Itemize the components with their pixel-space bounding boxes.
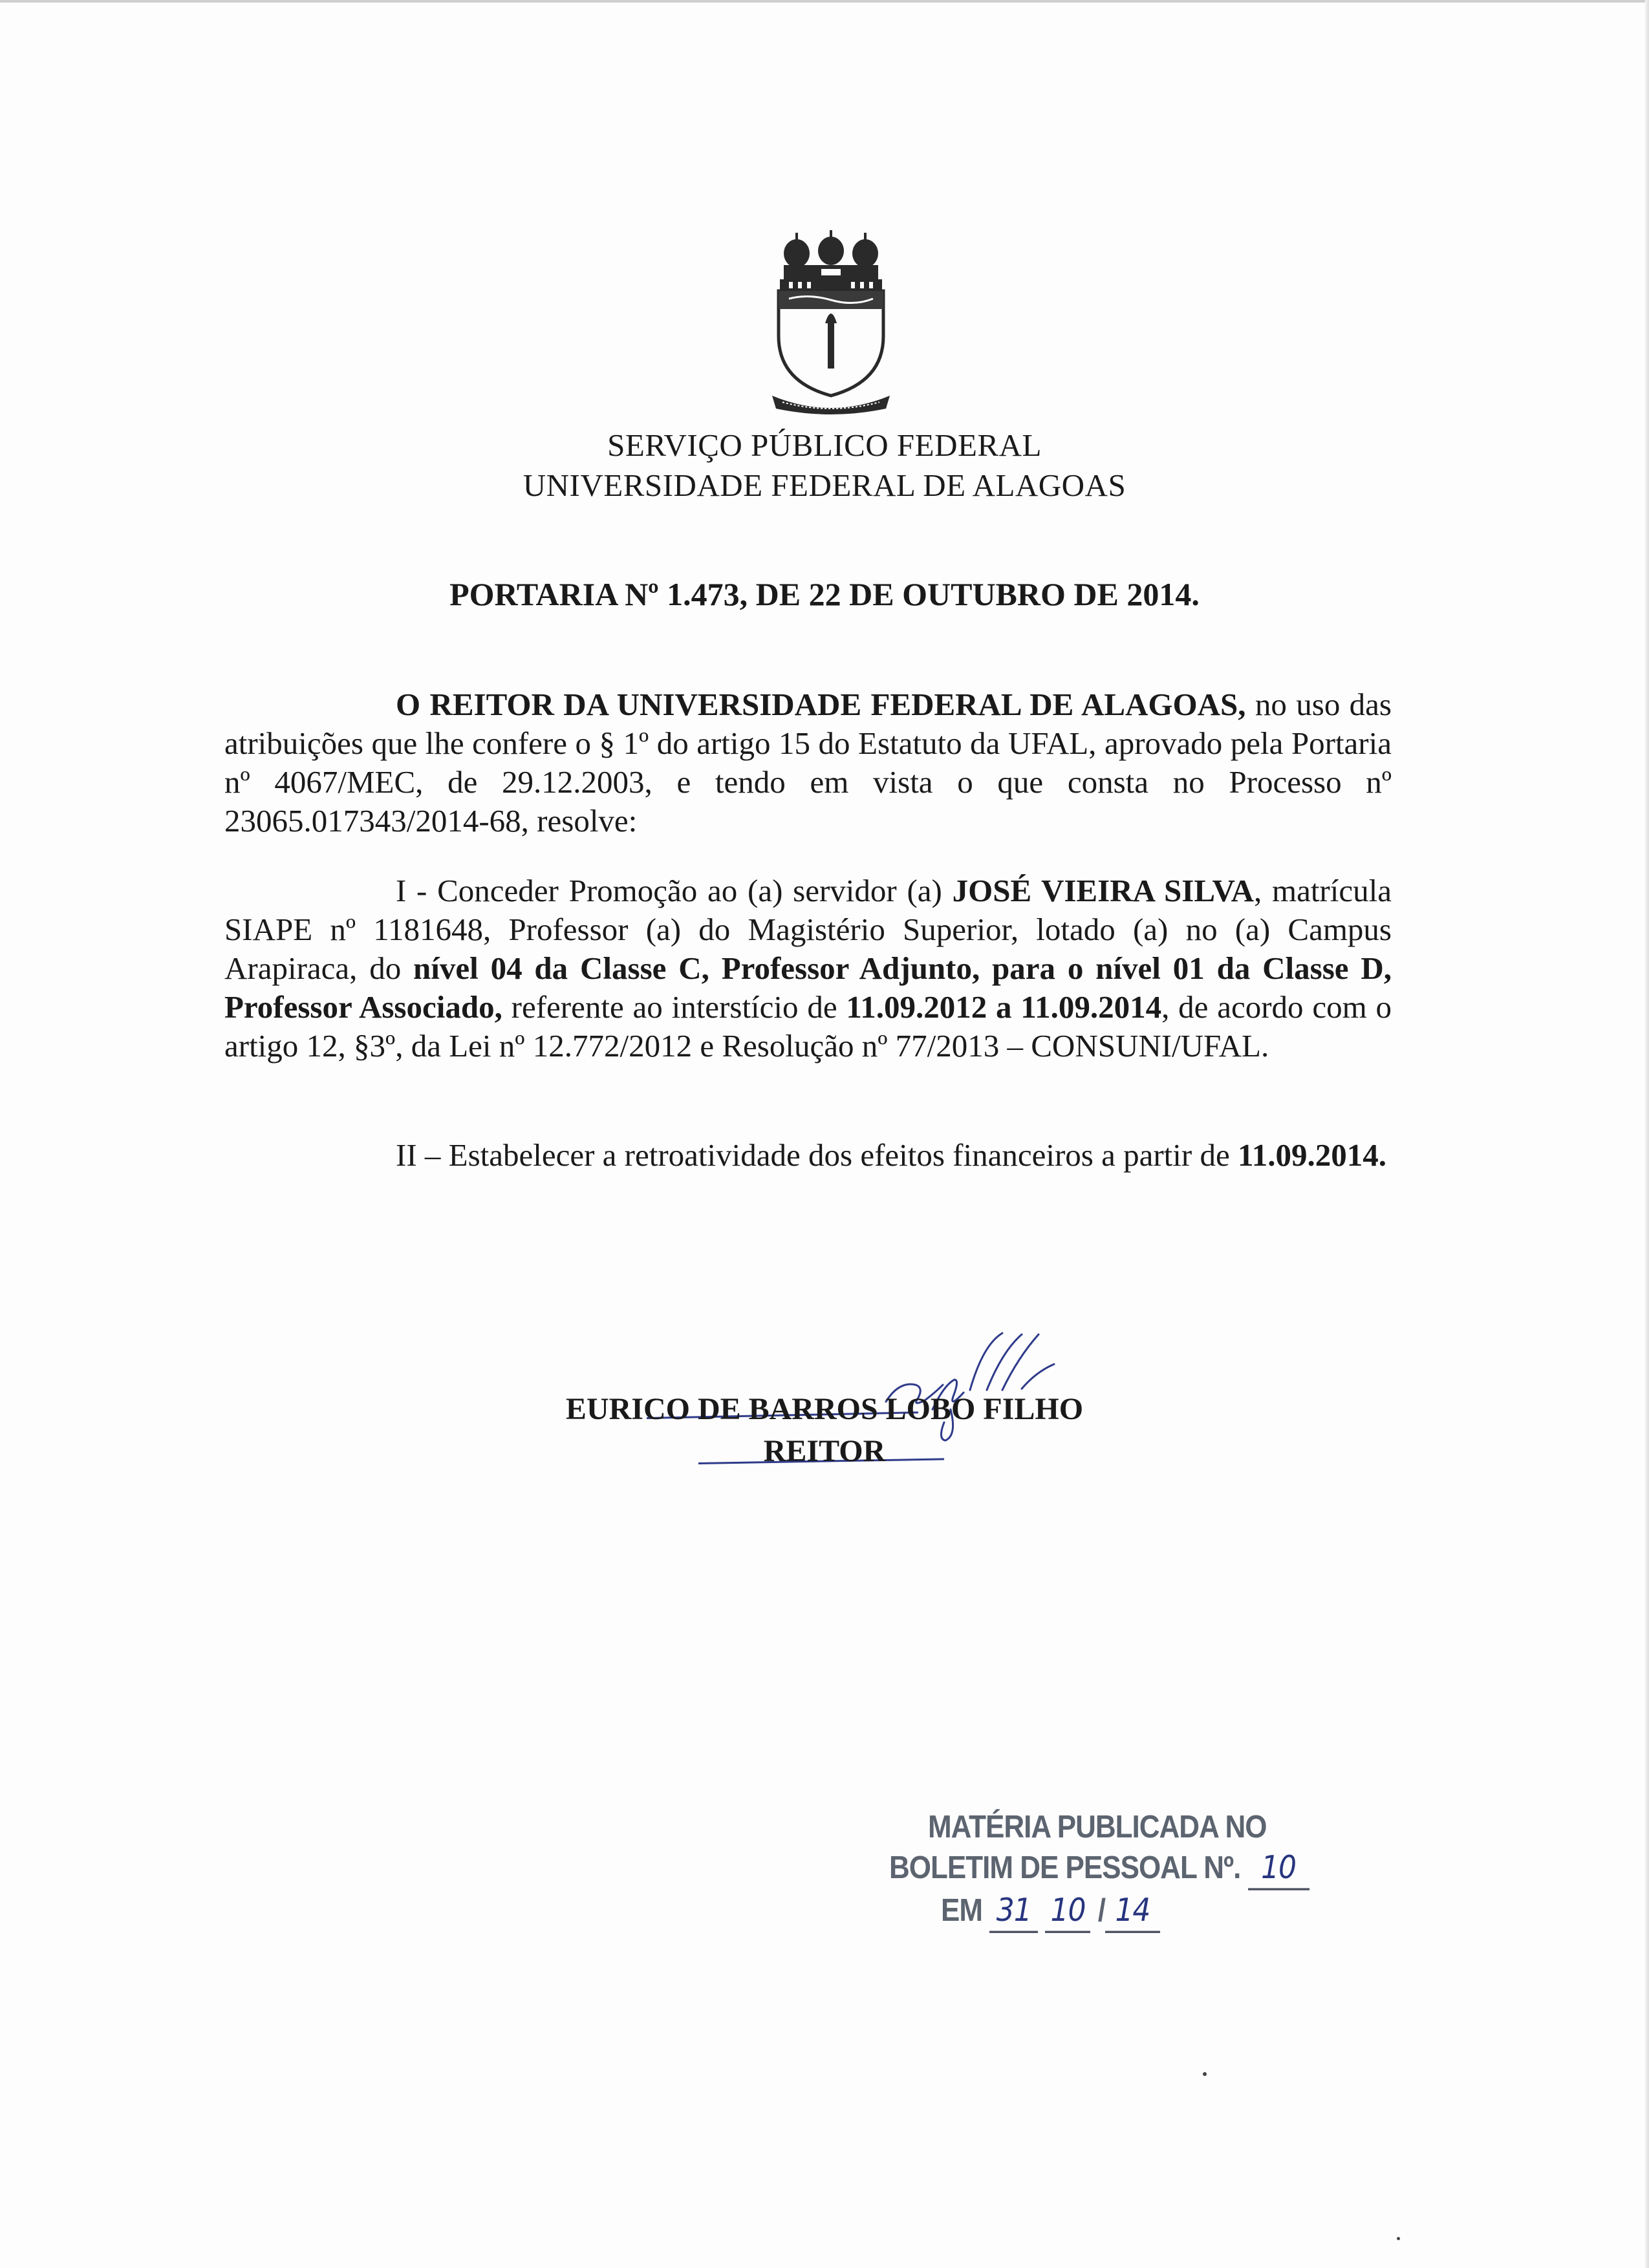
signer-name: EURICO DE BARROS LOBO FILHO [565,1392,1084,1426]
publication-stamp [889,1807,1297,1933]
article-2-text: II – Estabelecer a retroatividade dos efeitos financeiros a partir de [396,1137,1238,1173]
effective-date: 11.09.2014. [1237,1137,1387,1173]
preamble-text: no uso das atribuições que lhe confere o § 1º do artigo 15 do Estatuto da UFAL, aprovado pela Portaria nº 4067/MEC, de 29.12.2003, e tendo em vista o que consta no Processo nº 23065.017343/2014-68, resolve: [224,687,1392,839]
promotion-level: nível 04 da Classe C, Professor Adjunto, para o nível 01 da Classe D, Professor Associado, [224,950,1392,1025]
stamp-line-1: MATÉRIA PUBLICADA NO [928,1809,1267,1845]
scan-edge-right [1645,0,1649,2268]
article-1-text-b: , matrícula SIAPE nº 1181648, Professor (a) do Magistério Superior, lotado (a) no (a) Campus Arapiraca, do [224,873,1392,986]
article-1-paragraph [224,872,1392,1065]
stamp-day: 31 [989,1890,1038,1933]
authority-name: O REITOR DA UNIVERSIDADE FEDERAL DE ALAGOAS, [396,687,1246,722]
scan-speck [1397,2237,1400,2240]
article-2-paragraph [224,1136,1392,1175]
stamp-line-2 [889,1848,1297,1890]
stamp-date-label: EM [941,1892,982,1929]
article-1-text-c: referente ao interstício de [502,989,846,1025]
article-1-text-a: I - Conceder Promoção ao (a) servidor (a) [396,873,953,908]
letterhead-line-2: UNIVERSIDADE FEDERAL DE ALAGOAS [523,467,1126,503]
stamp-line-3 [889,1890,1251,1933]
letterhead-line-1: SERVIÇO PÚBLICO FEDERAL [607,427,1042,463]
document-title: PORTARIA Nº 1.473, DE 22 DE OUTUBRO DE 2014. [449,576,1200,612]
stamp-bulletin-number: 10 [1248,1848,1310,1890]
article-1-text-d: , de acordo com o artigo 12, §3º, da Lei nº 12.772/2012 e Resolução nº 77/2013 – CONSUNI/UFAL. [224,989,1392,1064]
university-crest-icon [770,226,892,420]
interstice-period: 11.09.2012 a 11.09.2014 [846,989,1162,1025]
stamp-month: 10 [1045,1890,1090,1933]
servant-name: JOSÉ VIEIRA SILVA [952,873,1254,908]
stamp-year: 14 [1105,1890,1160,1933]
preamble-paragraph [224,685,1392,840]
signer-title: REITOR [763,1434,886,1468]
stamp-bulletin-label: BOLETIM DE PESSOAL Nº. [889,1850,1241,1885]
stamp-separator: / [1097,1892,1105,1929]
scan-speck [1203,2072,1207,2076]
scan-edge [0,0,1649,3]
